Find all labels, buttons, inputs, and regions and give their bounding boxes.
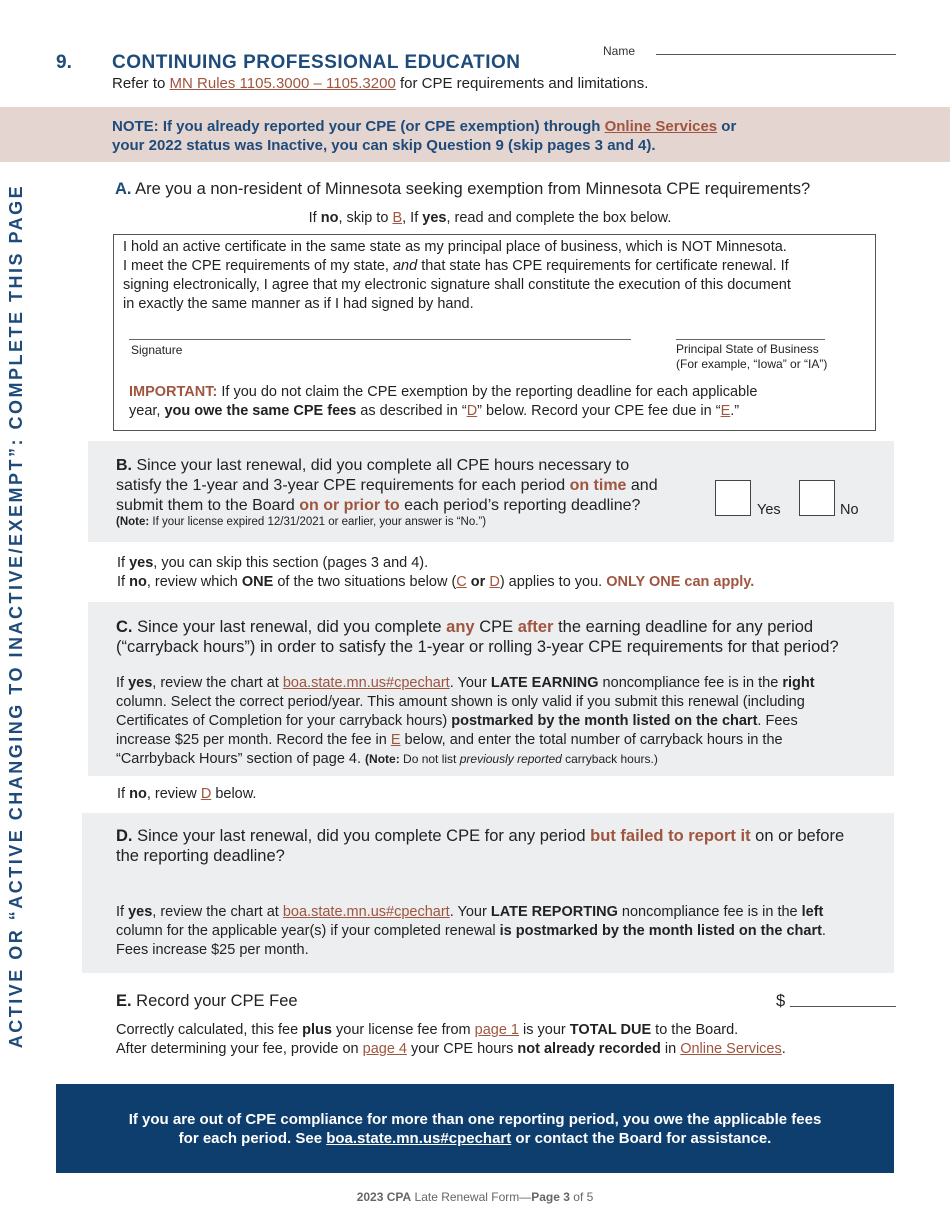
signature-label: Signature xyxy=(131,343,183,357)
section-b-note-label: (Note: xyxy=(116,516,150,528)
section-d-letter: D. xyxy=(116,827,133,845)
section-c-b3a: Certificates of Completion for your carryback hours) xyxy=(116,713,452,729)
section-d-b2a: column for the applicable year(s) if your completed renewal xyxy=(116,923,500,939)
banner-l2b: or contact the Board for assistance. xyxy=(511,1130,772,1147)
cpechart-link-2[interactable]: boa.state.mn.us#cpechart xyxy=(282,904,450,920)
section-d-yes: yes xyxy=(128,904,153,920)
banner-line-1: If you are out of CPE compliance for more than one reporting period, you owe the applicable fees xyxy=(128,1111,822,1128)
section-b-q3b: each period’s reporting deadline? xyxy=(399,497,641,514)
link-e[interactable]: E xyxy=(720,403,731,419)
section-d-b1b: , review the chart at xyxy=(152,904,283,920)
cpechart-link-3[interactable]: boa.state.mn.us#cpechart xyxy=(326,1130,512,1147)
if-no-c: below. xyxy=(211,786,257,802)
skip-end: , read and complete the box below. xyxy=(446,210,672,226)
section-a-skip-instructions xyxy=(0,210,950,226)
section-c-note-label: (Note: xyxy=(365,752,400,766)
rules-reference xyxy=(112,75,648,92)
note-line-2: your 2022 status was Inactive, you can skip Question 9 (skip pages 3 and 4). xyxy=(112,137,656,154)
if-no-b: , review xyxy=(146,786,201,802)
if-no-no: no xyxy=(129,786,147,802)
late-earning-label: LATE EARNING xyxy=(490,675,599,691)
section-e-body xyxy=(116,1021,786,1059)
state-label-text: Principal State of Business xyxy=(676,342,819,356)
section-b-q2-highlight: on time xyxy=(569,477,627,494)
section-d-question xyxy=(116,826,886,866)
after-b-l1b: , you can skip this section (pages 3 and 4). xyxy=(153,555,429,571)
principal-state-label xyxy=(676,342,827,372)
section-c-body xyxy=(116,674,891,769)
important-notice xyxy=(129,383,864,421)
ref-prefix: Refer to xyxy=(112,75,170,92)
important-text-2a: year, xyxy=(129,403,165,419)
section-c-b1a: If xyxy=(116,675,129,691)
important-text-2b: as described in “ xyxy=(356,403,467,419)
section-d-b3: Fees increase $25 per month. xyxy=(116,942,309,958)
section-d-b1c: . Your xyxy=(449,904,491,920)
section-d-highlight: but failed to report it xyxy=(590,827,751,845)
box-line-2a: I meet the CPE requirements of my state, xyxy=(123,258,393,274)
skip-if: If xyxy=(308,210,321,226)
page-footer xyxy=(0,1190,950,1204)
dollar-sign: $ xyxy=(776,992,786,1010)
section-d-b1d: noncompliance fee is in the xyxy=(617,904,802,920)
online-services-link-2[interactable]: Online Services xyxy=(680,1041,782,1057)
section-a-question xyxy=(115,180,810,199)
section-c-b1d: noncompliance fee is in the xyxy=(598,675,783,691)
after-b-one: ONE xyxy=(241,574,274,590)
no-label: No xyxy=(840,502,859,518)
note-text-2: or xyxy=(717,118,737,135)
exemption-box xyxy=(113,234,876,431)
after-b-yes: yes xyxy=(129,555,154,571)
link-c[interactable]: C xyxy=(456,574,467,590)
section-c-any: any xyxy=(446,618,475,636)
section-d-q2: the reporting deadline? xyxy=(116,847,285,865)
section-e-l1b: your license fee from xyxy=(331,1022,475,1038)
box-line-2b: that state has CPE requirements for certificate renewal. If xyxy=(417,258,789,274)
section-a-question-text: Are you a non-resident of Minnesota seeking exemption from Minnesota CPE requirements? xyxy=(131,180,811,198)
note-label: NOTE: xyxy=(112,118,159,135)
section-c-after: after xyxy=(517,618,554,636)
banner-l2a: for each period. See xyxy=(178,1130,327,1147)
section-d-body xyxy=(116,903,886,960)
if-no-review-d xyxy=(117,786,256,802)
section-c-yes: yes xyxy=(128,675,153,691)
section-c-letter: C. xyxy=(116,618,133,636)
section-c-b5c: carryback hours.) xyxy=(561,752,658,766)
section-c-previously: previously reported xyxy=(459,752,562,766)
section-e-l2d: . xyxy=(781,1041,786,1057)
section-e-l2a: After determining your fee, provide on xyxy=(116,1041,363,1057)
footer-mid: Late Renewal Form— xyxy=(411,1190,532,1204)
section-c-question xyxy=(116,617,891,657)
section-e-letter: E. xyxy=(116,992,132,1010)
page-4-link[interactable]: page 4 xyxy=(362,1041,407,1057)
section-c-b1c: . Your xyxy=(449,675,491,691)
no-checkbox[interactable] xyxy=(799,480,835,516)
link-d-2[interactable]: D xyxy=(489,574,500,590)
section-c-b3b: . Fees xyxy=(757,713,798,729)
footer-form: 2023 CPA xyxy=(356,1190,412,1204)
important-text-2c: ” below. Record your CPE fee due in “ xyxy=(477,403,721,419)
section-d-left: left xyxy=(801,904,824,920)
section-c-b5b: Do not list xyxy=(399,752,460,766)
cpe-fee-field[interactable] xyxy=(790,1006,896,1007)
skip-no: no xyxy=(320,210,339,226)
important-bold: you owe the same CPE fees xyxy=(164,403,357,419)
note-text xyxy=(112,117,736,155)
section-c-q1c: the earning deadline for any period xyxy=(553,618,814,636)
section-c-b1b: , review the chart at xyxy=(152,675,283,691)
principal-state-field[interactable] xyxy=(676,339,825,340)
section-b xyxy=(88,441,894,542)
section-c-b4a: increase $25 per month. Record the fee in xyxy=(116,732,391,748)
section-b-letter: B. xyxy=(116,457,132,474)
skip-to-b-link[interactable]: B xyxy=(392,210,403,226)
section-d xyxy=(82,813,894,973)
section-d-q1a: Since your last renewal, did you complete CPE for any period xyxy=(132,827,591,845)
page-1-link[interactable]: page 1 xyxy=(474,1022,519,1038)
box-line-2-and: and xyxy=(392,258,418,274)
section-e-l2c: in xyxy=(660,1041,681,1057)
section-c-b5a: “Carrbyback Hours” section of page 4. xyxy=(116,751,366,767)
after-b-or: or xyxy=(466,574,490,590)
section-e-l1a: Correctly calculated, this fee xyxy=(116,1022,303,1038)
section-a-letter: A. xyxy=(115,180,132,198)
side-section-label: ACTIVE OR “ACTIVE CHANGING TO INACTIVE/EXEMPT”: COMPLETE THIS PAGE xyxy=(6,183,26,1049)
ref-suffix: for CPE requirements and limitations. xyxy=(395,75,649,92)
footer-of: of 5 xyxy=(569,1190,594,1204)
name-label: Name xyxy=(603,44,636,58)
box-line-3: signing electronically, I agree that my electronic signature shall constitute the execution of this document xyxy=(123,277,791,293)
yes-checkbox[interactable] xyxy=(715,480,751,516)
section-c-note xyxy=(365,752,658,766)
cpechart-link[interactable]: boa.state.mn.us#cpechart xyxy=(282,675,450,691)
compliance-banner-text xyxy=(56,1110,894,1148)
skip-mid: , If xyxy=(402,210,423,226)
link-d[interactable]: D xyxy=(466,403,478,419)
total-due-label: TOTAL DUE xyxy=(569,1022,652,1038)
if-no-a: If xyxy=(117,786,130,802)
section-c-right: right xyxy=(782,675,815,691)
yes-label: Yes xyxy=(757,502,781,518)
link-d-3[interactable]: D xyxy=(200,786,212,802)
section-e-plus: plus xyxy=(302,1022,332,1038)
important-label: IMPORTANT: xyxy=(129,384,218,400)
late-reporting-label: LATE REPORTING xyxy=(490,904,618,920)
compliance-banner xyxy=(56,1084,894,1173)
online-services-link[interactable]: Online Services xyxy=(604,118,718,135)
name-field[interactable] xyxy=(656,54,896,55)
section-e-l2b: your CPE hours xyxy=(407,1041,518,1057)
page-title: CONTINUING PROFESSIONAL EDUCATION xyxy=(112,52,521,73)
section-d-b2-bold: is postmarked by the month listed on the chart xyxy=(499,923,822,939)
after-b-l2a: If xyxy=(117,574,130,590)
after-b-no: no xyxy=(129,574,147,590)
note-text-1: If you already reported your CPE (or CPE exemption) through xyxy=(158,118,605,135)
section-b-q1: Since your last renewal, did you complete all CPE hours necessary to xyxy=(132,457,630,474)
section-e-l1c: is your xyxy=(519,1022,570,1038)
after-b-l1a: If xyxy=(117,555,130,571)
important-text-2d: .” xyxy=(730,403,740,419)
after-b-l2b: , review which xyxy=(146,574,242,590)
state-example-text: (For example, “Iowa” or “IA”) xyxy=(676,357,828,371)
exemption-statement xyxy=(123,238,863,314)
question-number: 9. xyxy=(56,52,72,73)
section-b-note xyxy=(116,516,486,528)
section-d-b2b: . xyxy=(821,923,826,939)
section-b-q3-highlight: on or prior to xyxy=(299,497,400,514)
skip-yes: yes xyxy=(422,210,447,226)
section-c-q1b: CPE xyxy=(474,618,518,636)
section-b-q2b: and xyxy=(626,477,658,494)
section-c-b3-bold: postmarked by the month listed on the chart xyxy=(451,713,758,729)
important-text-1: If you do not claim the CPE exemption by the reporting deadline for each applicable xyxy=(217,384,758,400)
after-b-instructions xyxy=(117,554,754,592)
section-c-q1a: Since your last renewal, did you complete xyxy=(132,618,447,636)
box-line-4: in exactly the same manner as if I had signed by hand. xyxy=(123,296,474,312)
section-d-b1a: If xyxy=(116,904,129,920)
section-b-question xyxy=(116,456,706,516)
only-one-warning: ONLY ONE can apply. xyxy=(606,574,755,590)
after-b-l2c: of the two situations below ( xyxy=(273,574,457,590)
section-e-not-recorded: not already recorded xyxy=(517,1041,661,1057)
box-line-1: I hold an active certificate in the same state as my principal place of business, which is NOT Minnesota. xyxy=(123,239,787,255)
section-b-q2a: satisfy the 1-year and 3-year CPE requirements for each period xyxy=(116,477,570,494)
note-banner xyxy=(0,107,950,162)
signature-field[interactable] xyxy=(129,339,631,340)
section-c-b2: column. Select the correct period/year. This amount shown is only valid if you submit this renewal (including xyxy=(116,694,805,710)
footer-page: Page 3 xyxy=(531,1190,570,1204)
section-e-title xyxy=(116,992,298,1011)
skip-to: , skip to xyxy=(338,210,393,226)
after-b-l2d: ) applies to you. xyxy=(499,574,607,590)
link-e-2[interactable]: E xyxy=(390,732,401,748)
section-c-b4b: below, and enter the total number of carryback hours in the xyxy=(400,732,783,748)
section-b-note-text: If your license expired 12/31/2021 or earlier, your answer is “No.”) xyxy=(149,516,487,528)
section-c xyxy=(88,602,894,776)
mn-rules-link[interactable]: MN Rules 1105.3000 – 1105.3200 xyxy=(169,75,396,92)
section-c-q2: (“carryback hours”) in order to satisfy the 1-year or rolling 3-year CPE requirements for that period? xyxy=(116,638,839,656)
section-e-title-text: Record your CPE Fee xyxy=(131,992,298,1010)
section-b-q3a: submit them to the Board xyxy=(116,497,300,514)
section-e-l1d: to the Board. xyxy=(651,1022,739,1038)
section-d-q1b: on or before xyxy=(750,827,845,845)
